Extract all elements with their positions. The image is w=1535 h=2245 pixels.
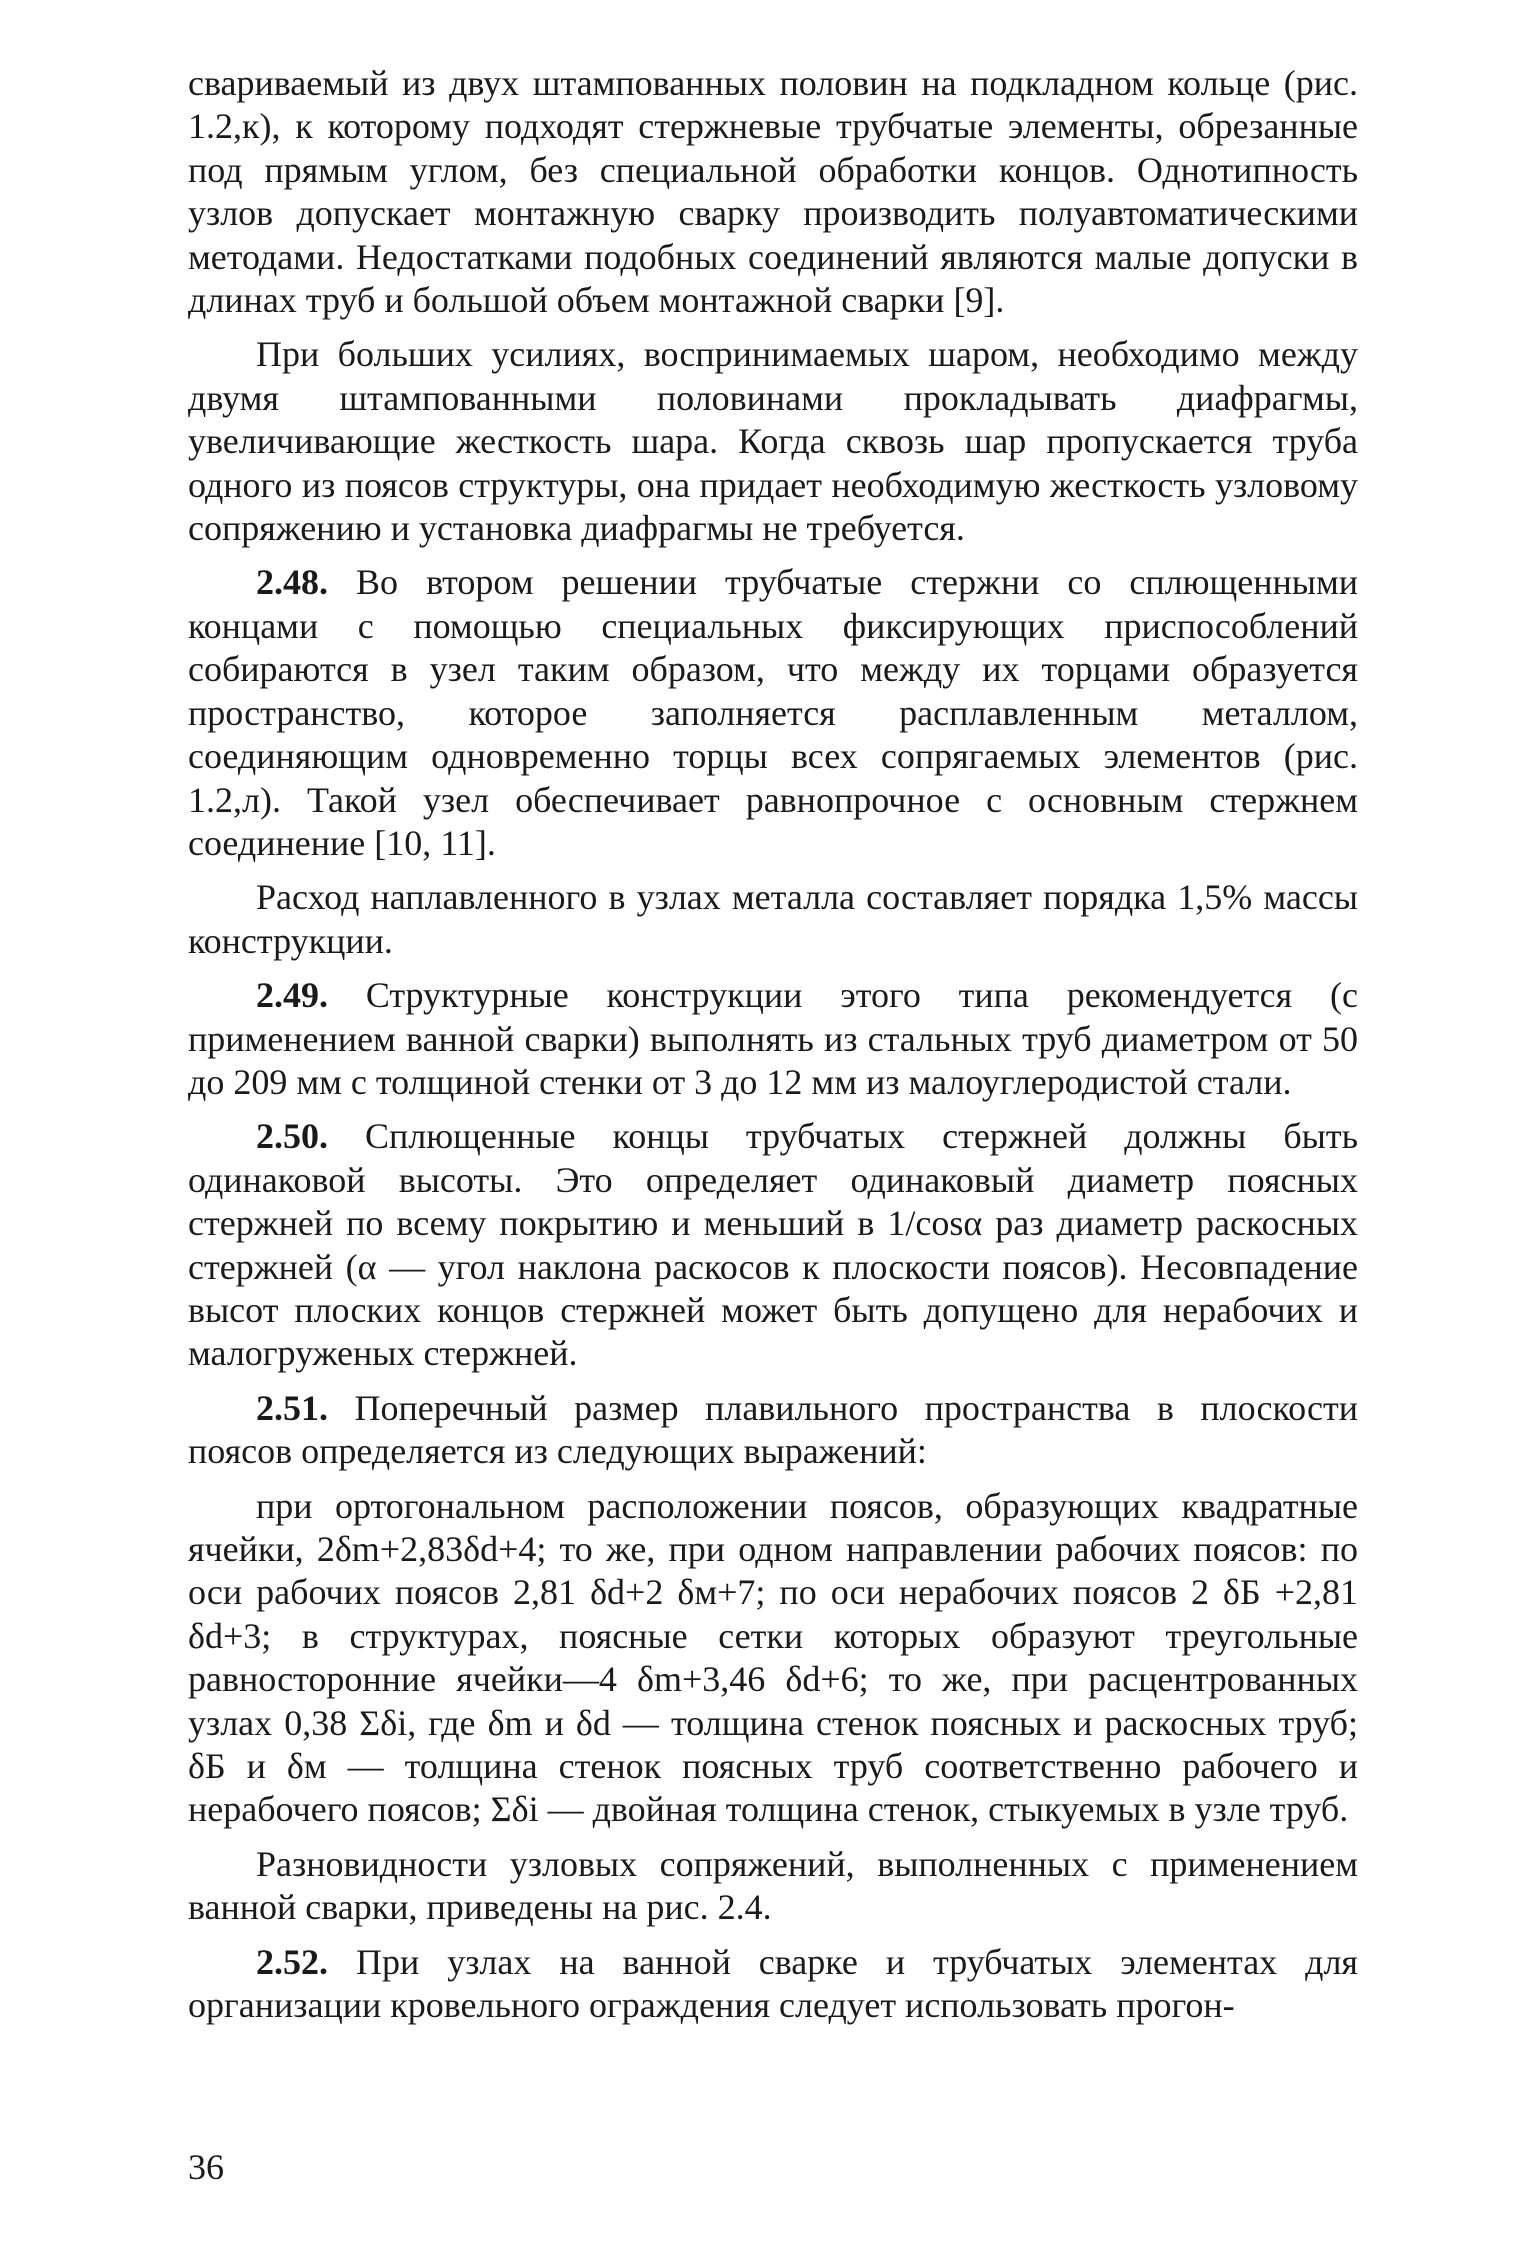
paragraph-2-52: [188, 1941, 1358, 2028]
paragraph-text: Во втором решении трубчатые стержни со сплющенными концами с помощью специальных фиксирующих приспособлений собираются в узел таким образом, что между их торцами образуется пространство, которое заполняется расплавленным металлом, соединяющим одновременно торцы всех сопрягаемых элементов (рис. 1.2,л). Такой узел обеспечивает равнопрочное с основным стержнем соединение [10, 11].: [188, 562, 1358, 863]
paragraph-2-48: [188, 561, 1358, 865]
paragraph-text: при ортогональном расположении поясов, образующих квадратные ячейки, 2δm+2,83δd+4; то же, при одном направлении рабочих поясов: по оси рабочих поясов 2,81 δd+2 δм+7; по оси нерабочих поясов 2 δБ +2,81 δd+3; в структурах, поясные сетки которых образуют треугольные равносторонние ячейки—4 δm+3,46 δd+6; то же, при расцентрованных узлах 0,38 Σδi, где δm и δd — толщина стенок поясных и раскосных труб; δБ и δм — толщина стенок поясных труб соответственно рабочего и нерабочего поясов; Σδi — двойная толщина стенок, стыкуемых в узле труб.: [188, 1485, 1358, 1830]
page-text: [188, 62, 1358, 2027]
paragraph-number: 2.52.: [256, 1941, 328, 1982]
paragraph-text: Поперечный размер плавильного пространства в плоскости поясов определяется из следующих выражений:: [188, 1387, 1358, 1472]
paragraph-2: [188, 333, 1358, 550]
paragraph-2-49: [188, 974, 1358, 1104]
paragraph-number: 2.49.: [256, 975, 328, 1016]
paragraph-text: Расход наплавленного в узлах металла составляет порядка 1,5% массы конструкции.: [188, 877, 1358, 961]
paragraph-number: 2.50.: [256, 1116, 328, 1157]
paragraph-text: Сплющенные концы трубчатых стержней должны быть одинаковой высоты. Это определяет одинаковый диаметр поясных стержней по всему покрытию и меньший в 1/cosα раз диаметр раскосных стержней (α — угол наклона раскосов к плоскости поясов). Несовпадение высот плоских концов стержней может быть допущено для нерабочих и малогруженых стержней.: [188, 1116, 1359, 1374]
paragraph-4: [188, 876, 1358, 963]
paragraph-text: При больших усилиях, воспринимаемых шаром, необходимо между двумя штампованными половинами прокладывать диафрагмы, увеличивающие жесткость шара. Когда сквозь шар пропускается труба одного из поясов структуры, она придает необходимую жесткость узловому сопряжению и установка диафрагмы не требуется.: [188, 334, 1358, 549]
paragraph-9: [188, 1843, 1358, 1930]
paragraph-text: свариваемый из двух штампованных половин на подкладном кольце (рис. 1.2,к), к которому подходят стержневые трубчатые элементы, обрезанные под прямым углом, без специальной обработки концов. Однотипность узлов допускает монтажную сварку производить полуавтоматическими методами. Недостатками подобных соединений являются малые допуски в длинах труб и большой объем монтажной сварки [9].: [188, 63, 1358, 321]
paragraph-2-51: [188, 1387, 1358, 1474]
paragraph-text: Разновидности узловых сопряжений, выполненных с применением ванной сварки, приведены на рис. 2.4.: [188, 1843, 1358, 1928]
page-number: 36: [188, 2147, 224, 2187]
paragraph-1: [188, 62, 1358, 322]
paragraph-number: 2.48.: [256, 562, 328, 603]
paragraph-number: 2.51.: [256, 1387, 328, 1428]
paragraph-8: [188, 1485, 1358, 1832]
paragraph-text: При узлах на ванной сварке и трубчатых элементах для организации кровельного ограждения следует использовать прогон-: [188, 1941, 1358, 2026]
paragraph-2-50: [188, 1115, 1358, 1375]
paragraph-text: Структурные конструкции этого типа рекомендуется (с применением ванной сварки) выполнять из стальных труб диаметром от 50 до 209 мм с толщиной стенки от 3 до 12 мм из малоуглеродистой стали.: [188, 975, 1358, 1102]
